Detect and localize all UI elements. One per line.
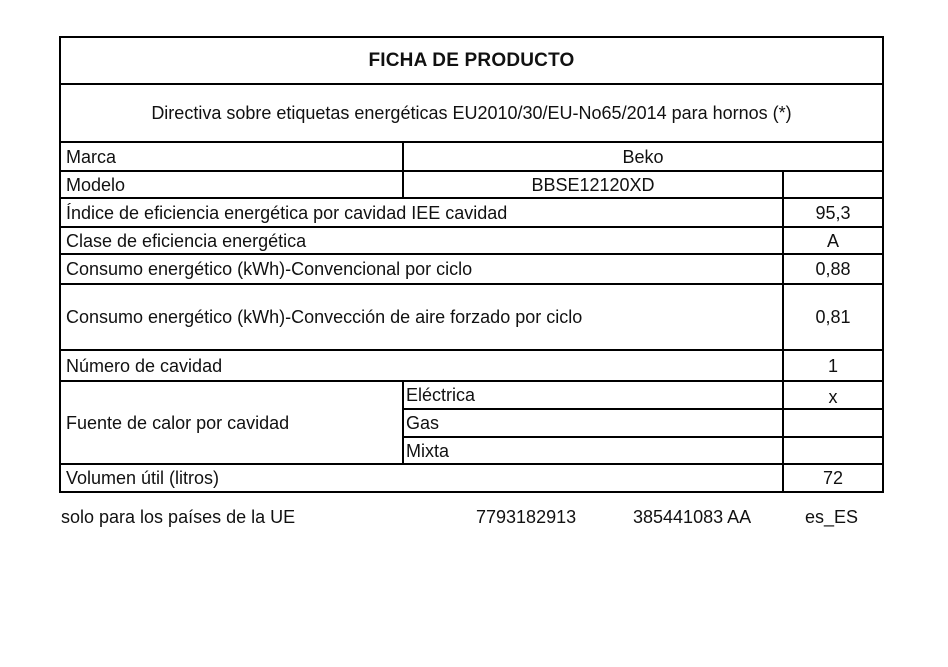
heat-source-gas-label: Gas xyxy=(406,413,440,433)
heat-source-mixed-label: Mixta xyxy=(406,440,450,461)
product-sheet-table xyxy=(59,36,884,493)
heat-source-gas-value xyxy=(784,410,882,436)
consumption-conventional-value: 0,88 xyxy=(815,259,851,279)
brand-label: Marca xyxy=(66,146,117,167)
sheet-title: FICHA DE PRODUCTO xyxy=(368,50,575,71)
heat-source-label: Fuente de calor por cavidad xyxy=(66,412,290,433)
footer-region-note: solo para los países de la UE xyxy=(61,507,296,527)
volume-label: Volumen útil (litros) xyxy=(66,468,220,488)
eei-label: Índice de eficiencia energética por cavidad IEE cavidad xyxy=(66,202,508,223)
consumption-conventional-label: Consumo energético (kWh)-Convencional por ciclo xyxy=(66,259,473,279)
consumption-forced-air-label: Consumo energético (kWh)-Convección de aire forzado por ciclo xyxy=(66,307,583,327)
heat-source-electric-value: x xyxy=(828,387,838,407)
footer-code-2: 385441083 AA xyxy=(633,507,752,527)
eei-value: 95,3 xyxy=(815,202,851,223)
brand-value: Beko xyxy=(622,146,664,167)
model-value: BBSE12120XD xyxy=(531,174,655,195)
efficiency-class-label: Clase de eficiencia energética xyxy=(66,230,307,251)
consumption-forced-air-value: 0,81 xyxy=(815,307,851,327)
heat-source-electric-label: Eléctrica xyxy=(406,385,476,405)
cavity-count-value: 1 xyxy=(827,355,838,376)
volume-value: 72 xyxy=(822,468,844,488)
footer-code-1: 7793182913 xyxy=(476,507,577,527)
directive-text: Directiva sobre etiquetas energéticas EU2010/30/EU-No65/2014 para hornos (*) xyxy=(151,103,792,123)
footer-locale: es_ES xyxy=(805,507,859,527)
model-label: Modelo xyxy=(66,174,126,195)
heat-source-mixed-value xyxy=(784,438,882,463)
efficiency-class-value: A xyxy=(826,230,839,251)
cavity-count-label: Número de cavidad xyxy=(66,355,223,376)
